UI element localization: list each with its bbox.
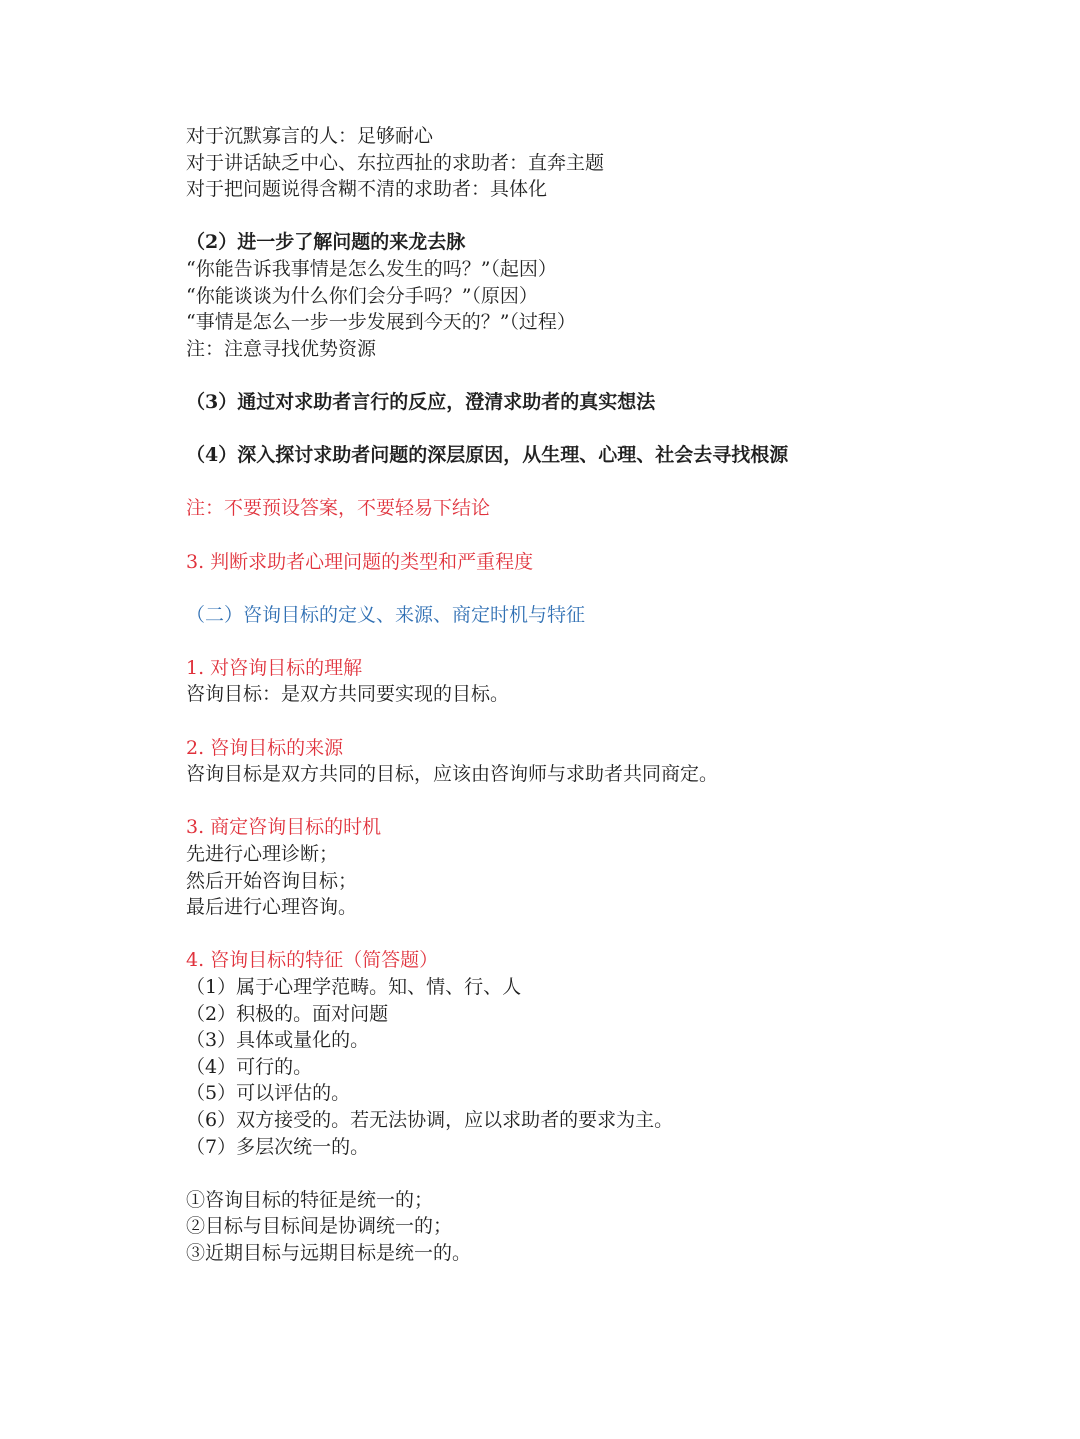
document-page [186,123,1006,1267]
goal4-line: （5）可以评估的。 [186,1082,351,1105]
intro-line: 对于把问题说得含糊不清的求助者：具体化 [186,178,548,201]
goal3-heading: 3. 商定咨询目标的时机 [186,816,382,839]
step2-line: “你能谈谈为什么你们会分手吗？”（原因） [186,284,538,307]
step2-note: 注：注意寻找优势资源 [186,337,377,360]
goal4-line: （1）属于心理学范畴。知、情、行、人 [186,976,522,998]
unity-line: ③近期目标与远期目标是统一的。 [186,1241,472,1264]
unity-line: ①咨询目标的特征是统一的； [186,1188,434,1211]
goal3-line: 最后进行心理咨询。 [186,896,358,919]
point3-heading: 3. 判断求助者心理问题的类型和严重程度 [186,550,534,573]
step3-heading: （3）通过对求助者言行的反应，澄清求助者的真实想法 [186,390,656,413]
goal4-line: （3）具体或量化的。 [186,1029,370,1052]
step4-heading: （4）深入探讨求助者问题的深层原因，从生理、心理、社会去寻找根源 [186,444,789,467]
step2-line: “你能告诉我事情是怎么发生的吗？”（起因） [186,257,557,280]
step2-line: “事情是怎么一步一步发展到今天的？”（过程） [186,311,576,334]
goal4-line: （6）双方接受的。若无法协调，应以求助者的要求为主。 [186,1108,674,1131]
goal4-line: （4）可行的。 [186,1055,313,1078]
goal1-heading: 1. 对咨询目标的理解 [186,656,363,679]
step2-heading: （2）进一步了解问题的来龙去脉 [186,231,466,254]
goal4-line: （7）多层次统一的。 [186,1135,370,1158]
section2-heading: （二）咨询目标的定义、来源、商定时机与特征 [186,603,586,626]
intro-line: 对于沉默寡言的人：足够耐心 [186,125,434,147]
goal2-text: 咨询目标是双方共同的目标，应该由咨询师与求助者共同商定。 [186,763,719,786]
goal4-line: （2）积极的。面对问题 [186,1002,389,1025]
intro-line: 对于讲话缺乏中心、东拉西扯的求助者：直奔主题 [186,151,605,174]
goal4-heading: 4. 咨询目标的特征（简答题） [186,949,439,972]
goal2-heading: 2. 咨询目标的来源 [186,736,344,759]
unity-line: ②目标与目标间是协调统一的； [186,1215,453,1238]
red-note: 注：不要预设答案，不要轻易下结论 [186,497,491,520]
goal1-text: 咨询目标：是双方共同要实现的目标。 [186,683,510,706]
goal3-line: 先进行心理诊断； [186,843,339,866]
goal3-line: 然后开始咨询目标； [186,869,358,892]
